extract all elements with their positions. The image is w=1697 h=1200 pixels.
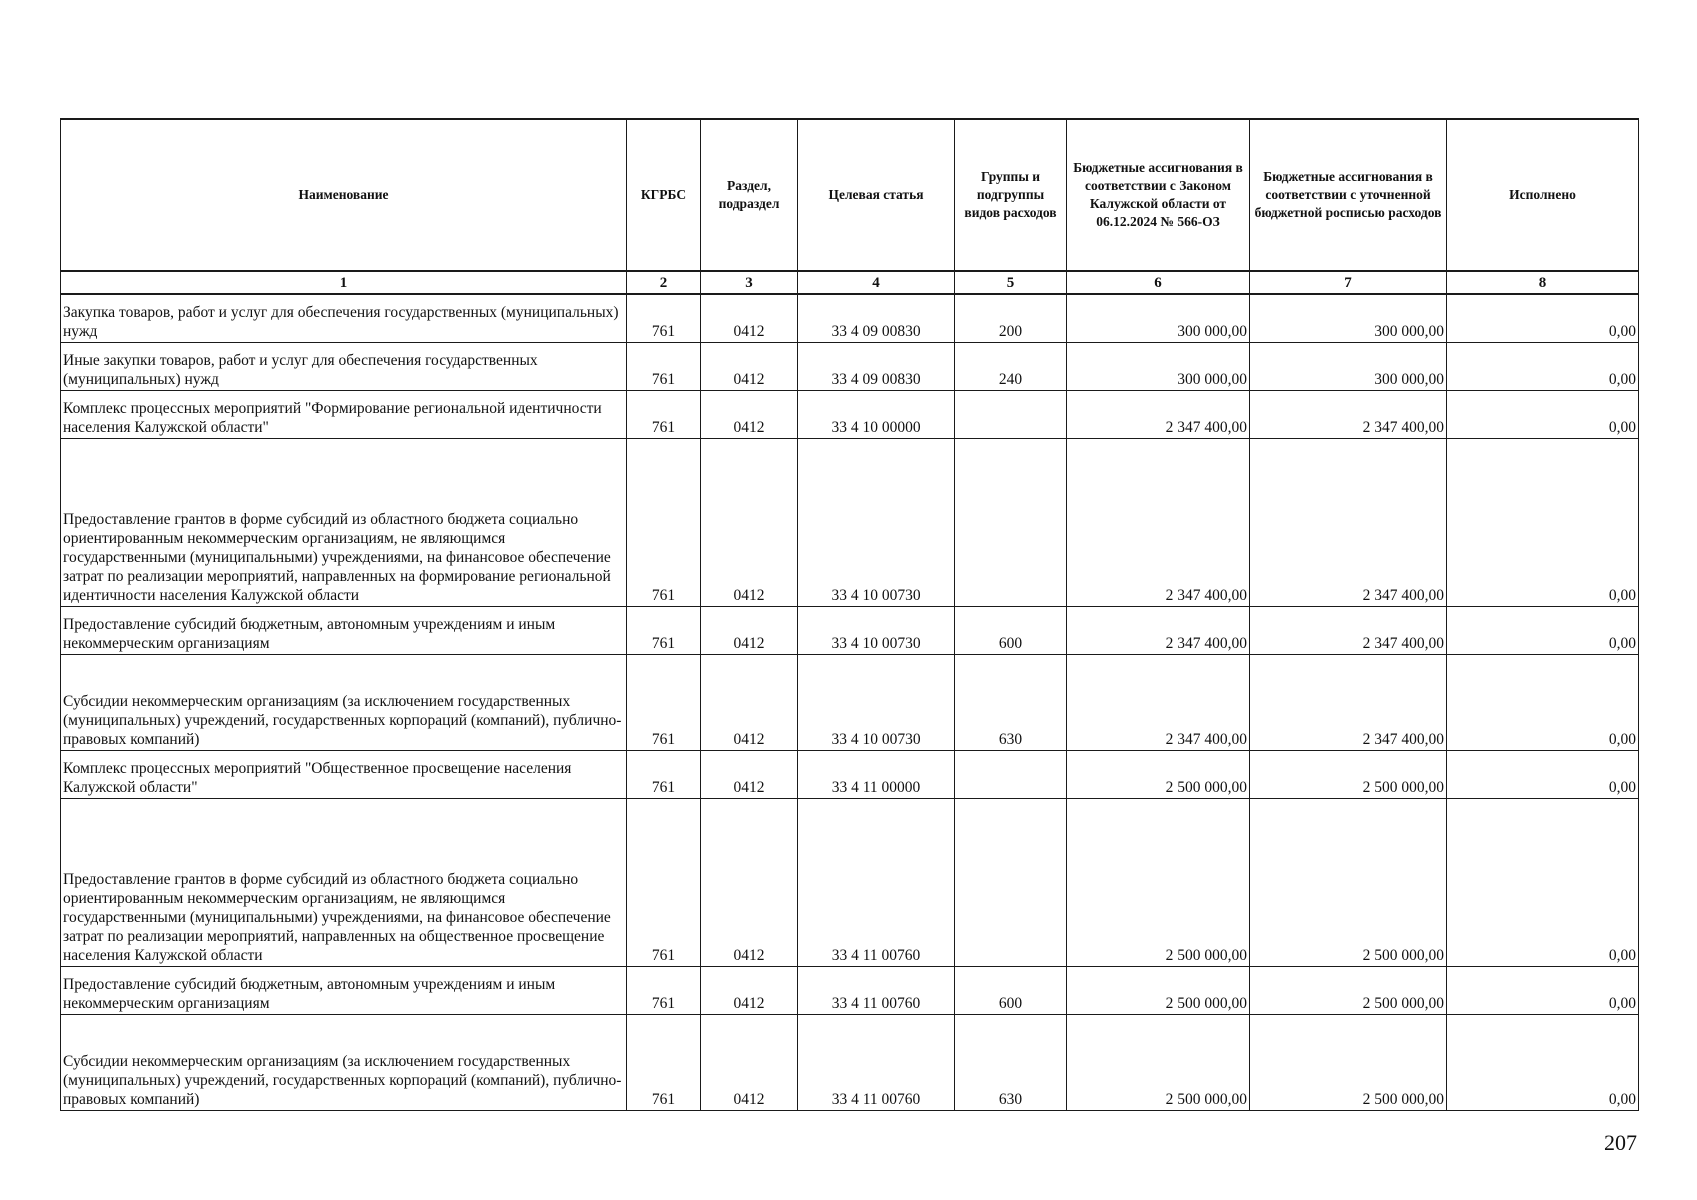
row-target: 33 4 10 00730 <box>798 654 955 750</box>
table-header-row <box>61 119 1639 271</box>
row-executed-amount: 0,00 <box>1447 342 1639 390</box>
row-name: Иные закупки товаров, работ и услуг для обеспечения государственных (муниципальных) нужд <box>61 342 627 390</box>
header-executed: Исполнено <box>1447 119 1639 271</box>
row-executed-amount: 0,00 <box>1447 798 1639 966</box>
table-row <box>61 654 1639 750</box>
row-law-amount: 2 347 400,00 <box>1067 438 1250 606</box>
row-executed-amount: 0,00 <box>1447 390 1639 438</box>
row-group <box>955 390 1067 438</box>
row-law-amount: 2 500 000,00 <box>1067 798 1250 966</box>
row-section: 0412 <box>701 390 798 438</box>
row-name: Комплекс процессных мероприятий "Общественное просвещение населения Калужской области" <box>61 750 627 798</box>
table-row <box>61 294 1639 342</box>
row-refined-amount: 2 347 400,00 <box>1250 654 1447 750</box>
row-executed-amount: 0,00 <box>1447 438 1639 606</box>
row-target: 33 4 11 00760 <box>798 1014 955 1110</box>
page-number: 207 <box>1604 1130 1637 1155</box>
row-group: 630 <box>955 1014 1067 1110</box>
row-target: 33 4 09 00830 <box>798 294 955 342</box>
row-target: 33 4 10 00000 <box>798 390 955 438</box>
row-section: 0412 <box>701 798 798 966</box>
row-law-amount: 2 500 000,00 <box>1067 750 1250 798</box>
row-kgrbs: 761 <box>627 966 701 1014</box>
row-section: 0412 <box>701 654 798 750</box>
row-executed-amount: 0,00 <box>1447 966 1639 1014</box>
row-law-amount: 2 347 400,00 <box>1067 654 1250 750</box>
header-section: Раздел, подраздел <box>701 119 798 271</box>
header-name: Наименование <box>61 119 627 271</box>
row-name: Предоставление грантов в форме субсидий из областного бюджета социально ориентированным некоммерческим организациям, не являющимся государственными (муниципальными) учреждениями, на финансовое обеспечение затрат по реализации мероприятий, направленных на общественное просвещение населения Калужской области <box>61 798 627 966</box>
row-name: Субсидии некоммерческим организациям (за исключением государственных (муниципальных) учреждений, государственных корпораций (компаний), публично-правовых компаний) <box>61 1014 627 1110</box>
row-executed-amount: 0,00 <box>1447 1014 1639 1110</box>
row-kgrbs: 761 <box>627 606 701 654</box>
row-refined-amount: 2 500 000,00 <box>1250 798 1447 966</box>
column-number: 1 <box>61 271 627 294</box>
header-kgrbs: КГРБС <box>627 119 701 271</box>
row-group <box>955 750 1067 798</box>
budget-table <box>60 118 1639 1111</box>
column-number: 7 <box>1250 271 1447 294</box>
column-number: 2 <box>627 271 701 294</box>
row-section: 0412 <box>701 438 798 606</box>
row-section: 0412 <box>701 342 798 390</box>
table-row <box>61 438 1639 606</box>
row-refined-amount: 2 347 400,00 <box>1250 390 1447 438</box>
header-expense-group: Группы и подгруппы видов расходов <box>955 119 1067 271</box>
table-row <box>61 750 1639 798</box>
row-section: 0412 <box>701 1014 798 1110</box>
row-name: Комплекс процессных мероприятий "Формирование региональной идентичности населения Калужской области" <box>61 390 627 438</box>
row-refined-amount: 2 500 000,00 <box>1250 966 1447 1014</box>
row-refined-amount: 2 347 400,00 <box>1250 606 1447 654</box>
table-row <box>61 966 1639 1014</box>
row-executed-amount: 0,00 <box>1447 294 1639 342</box>
header-refined-allocation: Бюджетные ассигнования в соответствии с уточненной бюджетной росписью расходов <box>1250 119 1447 271</box>
row-kgrbs: 761 <box>627 294 701 342</box>
row-law-amount: 2 500 000,00 <box>1067 966 1250 1014</box>
row-kgrbs: 761 <box>627 654 701 750</box>
row-law-amount: 2 347 400,00 <box>1067 606 1250 654</box>
row-name: Субсидии некоммерческим организациям (за исключением государственных (муниципальных) учреждений, государственных корпораций (компаний), публично-правовых компаний) <box>61 654 627 750</box>
row-target: 33 4 09 00830 <box>798 342 955 390</box>
row-target: 33 4 11 00000 <box>798 750 955 798</box>
header-law-allocation: Бюджетные ассигнования в соответствии с Законом Калужской области от 06.12.2024 № 566-ОЗ <box>1067 119 1250 271</box>
column-number-row <box>61 271 1639 294</box>
header-target-article: Целевая статья <box>798 119 955 271</box>
column-number: 5 <box>955 271 1067 294</box>
row-law-amount: 2 347 400,00 <box>1067 390 1250 438</box>
row-law-amount: 300 000,00 <box>1067 342 1250 390</box>
row-group <box>955 798 1067 966</box>
row-section: 0412 <box>701 966 798 1014</box>
row-group: 630 <box>955 654 1067 750</box>
row-refined-amount: 2 500 000,00 <box>1250 1014 1447 1110</box>
row-group: 240 <box>955 342 1067 390</box>
row-name: Предоставление грантов в форме субсидий из областного бюджета социально ориентированным некоммерческим организациям, не являющимся государственными (муниципальными) учреждениями, на финансовое обеспечение затрат по реализации мероприятий, направленных на формирование региональной идентичности населения Калужской области <box>61 438 627 606</box>
row-executed-amount: 0,00 <box>1447 750 1639 798</box>
row-refined-amount: 300 000,00 <box>1250 342 1447 390</box>
row-law-amount: 300 000,00 <box>1067 294 1250 342</box>
row-kgrbs: 761 <box>627 750 701 798</box>
row-refined-amount: 2 500 000,00 <box>1250 750 1447 798</box>
row-group <box>955 438 1067 606</box>
row-executed-amount: 0,00 <box>1447 606 1639 654</box>
row-law-amount: 2 500 000,00 <box>1067 1014 1250 1110</box>
column-number: 4 <box>798 271 955 294</box>
table-row <box>61 606 1639 654</box>
row-section: 0412 <box>701 294 798 342</box>
row-refined-amount: 300 000,00 <box>1250 294 1447 342</box>
row-kgrbs: 761 <box>627 390 701 438</box>
table-row <box>61 798 1639 966</box>
row-section: 0412 <box>701 750 798 798</box>
row-section: 0412 <box>701 606 798 654</box>
row-target: 33 4 11 00760 <box>798 798 955 966</box>
row-target: 33 4 11 00760 <box>798 966 955 1014</box>
column-number: 8 <box>1447 271 1639 294</box>
table-row <box>61 390 1639 438</box>
column-number: 3 <box>701 271 798 294</box>
table-row <box>61 1014 1639 1110</box>
row-name: Закупка товаров, работ и услуг для обеспечения государственных (муниципальных) нужд <box>61 294 627 342</box>
row-target: 33 4 10 00730 <box>798 438 955 606</box>
row-executed-amount: 0,00 <box>1447 654 1639 750</box>
row-kgrbs: 761 <box>627 1014 701 1110</box>
row-refined-amount: 2 347 400,00 <box>1250 438 1447 606</box>
table-row <box>61 342 1639 390</box>
row-name: Предоставление субсидий бюджетным, автономным учреждениям и иным некоммерческим организациям <box>61 966 627 1014</box>
row-group: 600 <box>955 606 1067 654</box>
row-kgrbs: 761 <box>627 342 701 390</box>
column-number: 6 <box>1067 271 1250 294</box>
row-target: 33 4 10 00730 <box>798 606 955 654</box>
row-group: 600 <box>955 966 1067 1014</box>
row-group: 200 <box>955 294 1067 342</box>
row-name: Предоставление субсидий бюджетным, автономным учреждениям и иным некоммерческим организациям <box>61 606 627 654</box>
row-kgrbs: 761 <box>627 798 701 966</box>
row-kgrbs: 761 <box>627 438 701 606</box>
